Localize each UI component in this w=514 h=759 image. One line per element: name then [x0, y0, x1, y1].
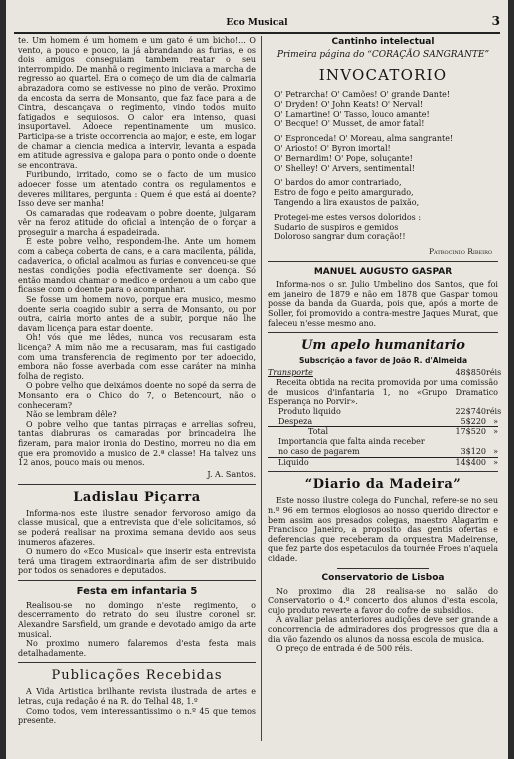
ledger-label: Importancia que falta ainda receber no caso de pagarem	[278, 437, 425, 456]
ledger-amount: 17$520	[455, 427, 486, 437]
ledger-unit: »	[493, 457, 498, 467]
conservatorio-paragraph: No proximo dia 28 realisa-se no salão do Conservatorio o 4.º concerto dos alunos d'esta escola, cujo produto reverte a favor do cofre de subsidios.	[268, 586, 498, 615]
ledger-unit: »	[493, 427, 498, 437]
publicacoes-heading: Publicações Recebidas	[51, 668, 223, 684]
poem-line: O' Petrarcha! O' Camões! O' grande Dante!	[274, 90, 451, 99]
apelo-article	[268, 338, 502, 467]
ledger-amount: 3$120	[460, 447, 486, 457]
story-paragraph: O pobre velho que deixámos doente no sopé da serra de Monsanto era o Chico do 7, o Betencourt, não o conheceram?	[18, 381, 256, 410]
cantinho-heading: Cantinho intelectual	[331, 37, 435, 47]
divider	[337, 568, 429, 569]
poem-stanza	[268, 134, 498, 173]
story-article	[18, 36, 256, 480]
poem-stanza	[268, 178, 498, 207]
festa-article	[18, 586, 256, 659]
conservatorio-paragraph: O preço de entrada é de 500 réis.	[276, 644, 413, 654]
poem-line: O' bardos do amor contrariado,	[274, 178, 402, 188]
conservatorio-heading: Conservatorio de Lisboa	[321, 572, 445, 583]
divider	[268, 471, 498, 472]
story-paragraph: O pobre velho que tantas pirraças e arrelias sofreu, tantas diabruras os camaradas por brincadeira lhe fizeram, para maior ironia do Destino, morreu no dia em que era promovido a musico de 2.ª classe! Ha talvez uns 12 anos, pouco mais ou menos.	[18, 419, 256, 468]
poem-line: Sudario de suspiros e gemidos	[274, 222, 399, 232]
ledger-row	[268, 417, 498, 428]
ledger-unit: »	[493, 447, 498, 457]
ledger-amount: 14$400	[455, 457, 486, 467]
apelo-heading: Um apelo humanitario	[301, 338, 465, 354]
poem-line: Tangendo a lira exaustos de paixão,	[274, 197, 420, 207]
binding-edge-right	[508, 0, 514, 759]
publicacoes-paragraph: A Vida Artistica brilhante revista ilustrada de artes e letras, cuja redação é na R. do Telhal 48, 1.º	[18, 687, 256, 707]
transporte-unit: réis	[486, 368, 502, 378]
ledger-row	[268, 427, 498, 437]
poem-line: O' Becque! O' Musset, de amor fatal!	[274, 119, 425, 129]
poem-line: Doloroso sangrar dum coração!!	[274, 232, 406, 242]
poem-signature: Patrocinio Ribeiro	[428, 247, 492, 257]
ledger-unit: réis	[486, 406, 502, 416]
subscription-ledger	[268, 406, 502, 468]
ledger-label: Total	[308, 427, 329, 437]
transporte-amount: 48$850	[455, 368, 486, 378]
ledger-amount: 5$220	[460, 416, 486, 426]
subscription-ledger	[268, 368, 502, 378]
ladislau-paragraph: Informa-nos este ilustre senador fervoroso amigo da classe musical, que a entrevista que d'ele solicitamos, só se poderá realisar na proxima semana devido aos seus inumeros afazeres.	[18, 508, 256, 547]
ledger-label: Despeza	[278, 416, 313, 426]
divider	[268, 332, 498, 333]
diario-article	[268, 477, 498, 563]
divider	[18, 580, 256, 581]
ledger-unit: »	[493, 416, 498, 426]
story-paragraph: É este pobre velho, respondem-lhe. Ante um homem com a cabeça coberta de cans, e a cara macilenta, pálida, cadaverica, o oficial acalmou as furias e convenceu-se que nestas condições podia efectivamente ser doença. Só então mandou chamar o medico e ordenou a um cabo que ficasse com o doente para o acompanhar.	[18, 237, 256, 295]
transporte-label: Transporte	[268, 368, 313, 378]
right-column	[268, 36, 502, 743]
header-title: Eco Musical	[226, 18, 288, 28]
divider	[18, 662, 256, 663]
cantinho-subtitle: Primeira página do “CORAÇÃO SANGRANTE”	[276, 50, 490, 60]
conservatorio-article	[268, 573, 498, 654]
poem-stanza	[268, 90, 498, 129]
poem-line: Protegei-me estes versos doloridos :	[274, 212, 422, 222]
story-paragraph: Se fosse um homem novo, porque era musico, mesmo doente seria coagido subir a serra de Monsanto, ou por outra, cairia morto antes de a subir, porque não lhe davam licença para estar doente.	[18, 295, 256, 333]
ledger-row	[268, 368, 502, 378]
festa-paragraph: No proximo numero falaremos d'esta festa mais detalhadamente.	[18, 639, 256, 658]
poem-title: INVOCATORIO	[318, 66, 448, 84]
receita-text: Receita obtida na recita promovida por uma comissão de musicos d'infantaria 1, no «Grupo Dramatico Esperança no Porvir».	[268, 377, 498, 407]
ledger-row	[268, 437, 498, 458]
poem-line: O' Espronceda! O' Moreau, alma sangrante!	[274, 134, 454, 144]
divider	[18, 484, 256, 485]
ledger-row	[268, 406, 502, 417]
ledger-label: Liquido	[278, 457, 309, 467]
poem-line: O' Shelley! O' Arvers, sentimental!	[274, 163, 415, 173]
page-number: 3	[491, 14, 500, 28]
apelo-subtitle: Subscrição a favor de João R. d'Almeida	[298, 356, 468, 366]
ledger-amount: 22$740	[455, 406, 486, 416]
ladislau-article	[18, 490, 256, 576]
story-paragraph: Furibundo, irritado, como se o facto de um musico adoecer fosse um atentado contra os regulamentos e deveres militares, pergunta : Quem é que está ai doente? Isso deve ser manha!	[18, 170, 256, 209]
left-column	[18, 36, 256, 743]
cantinho-article	[268, 37, 498, 257]
poem-line: O' Bernardim! O' Pope, soluçante!	[274, 153, 413, 163]
story-paragraph: Não se lembram dêle?	[26, 410, 117, 420]
diario-heading: “Diario da Madeira”	[304, 477, 462, 493]
diario-paragraph: Este nosso ilustre colega do Funchal, refere-se no seu n.º 96 em termos elogiosos ao nosso querido director e bem assim aos presados colegas, maestro Alagarim e Francisco Janeiro, a proposito das gentis ofertas e deferencias que receberam da orquestra Madeirense, que fez parte dos espetaculos da tournée Froes n'aquela cidade.	[268, 496, 498, 564]
story-paragraph: te. Um homem é um homem e um gato é um bicho!... O vento, a pouco e pouco, ia já abrandando as furias, e os dois amigos conseguiam tambem reatar o seu interrompido. De manhã o regimento iniciava a marcha de regresso ao quartel. Era o começo de um dia de calmaria abrazadora como se estivesse no pino de verão. Proximo da encosta da serra de Monsanto, que faz face para a de Cintra, descançava o regimento, vindo todos muito fatigados e sequiosos. O calor era intenso, quasi insuportavel. Adoece repentinamente um musico. Participa-se a triste occorrencia ao major, e este, em logar de chamar a ciencia medica a intervir, levanta a espada em atitude agressiva e galopa para o ponto onde o doente se encontrava.	[18, 36, 256, 170]
story-signature: J. A. Santos.	[207, 469, 256, 479]
poem-line: O' Ariosto! O' Byron imortal!	[274, 143, 391, 153]
binding-edge-left	[0, 0, 6, 759]
column-rule	[261, 36, 262, 741]
publicacoes-paragraph: Como todos, vem interessantissimo o n.º 45 que temos presente.	[18, 706, 256, 726]
story-paragraph: Oh! vós que me lêdes, nunca vos recusaram esta licença? A mim não me a recusaram, mas fui castigado com uma transferencia de regimento por ter adoecido, embora não fosse averbada com esse caráter na minha folha de registo.	[18, 333, 256, 381]
story-paragraph: Os camaradas que rodeavam o pobre doente, julgaram vêr na feroz atitude do oficial a intenção de o forçar a proseguir a marcha á espadeirada.	[18, 208, 256, 237]
publicacoes-article	[18, 668, 256, 725]
gaspar-heading: MANUEL AUGUSTO GASPAR	[313, 267, 453, 278]
festa-paragraph: Realisou-se no domingo n'este regimento, o descerramento do retrato do seu ilustre coronel sr. Alexandre Sarsfield, um grande e devotado amigo da arte musical.	[18, 600, 256, 639]
ladislau-paragraph: O numero do «Eco Musical» que inserir esta entrevista terá uma tiragem extraordinaria afim de ser distribuido por todos os senadores e deputados.	[18, 547, 256, 576]
ledger-label: Produto liquido	[278, 406, 341, 416]
festa-heading: Festa em infantaria 5	[76, 585, 198, 597]
conservatorio-paragraph: A avaliar pelas anteriores audições deve ser grande a concorrencia de admiradores dos progressos que dia a dia vão fazendo os alunos da nossa escola de musica.	[268, 615, 498, 644]
poem-line: Estro de fogo e peito amargurado,	[274, 188, 414, 198]
page-header	[14, 14, 500, 34]
poem-line: O' Lamartine! O' Tasso, louco amante!	[274, 109, 430, 119]
divider	[268, 261, 498, 262]
poem-stanza	[268, 213, 498, 242]
poem-line: O' Dryden! O' John Keats! O' Nerval!	[274, 99, 424, 109]
gaspar-paragraph: Informa-nos o sr. Julio Umbelino dos Santos, que foi em janeiro de 1879 e não em 1878 que Gaspar tomou posse da banda da Guarda, pois que, após a morte de Soller, foi promovido a contra-mestre Jaques Murat, que faleceu n'esse mesmo ano.	[268, 280, 498, 328]
ledger-row	[268, 458, 498, 468]
ladislau-heading: Ladislau Piçarra	[73, 489, 201, 505]
gaspar-article	[268, 267, 498, 328]
